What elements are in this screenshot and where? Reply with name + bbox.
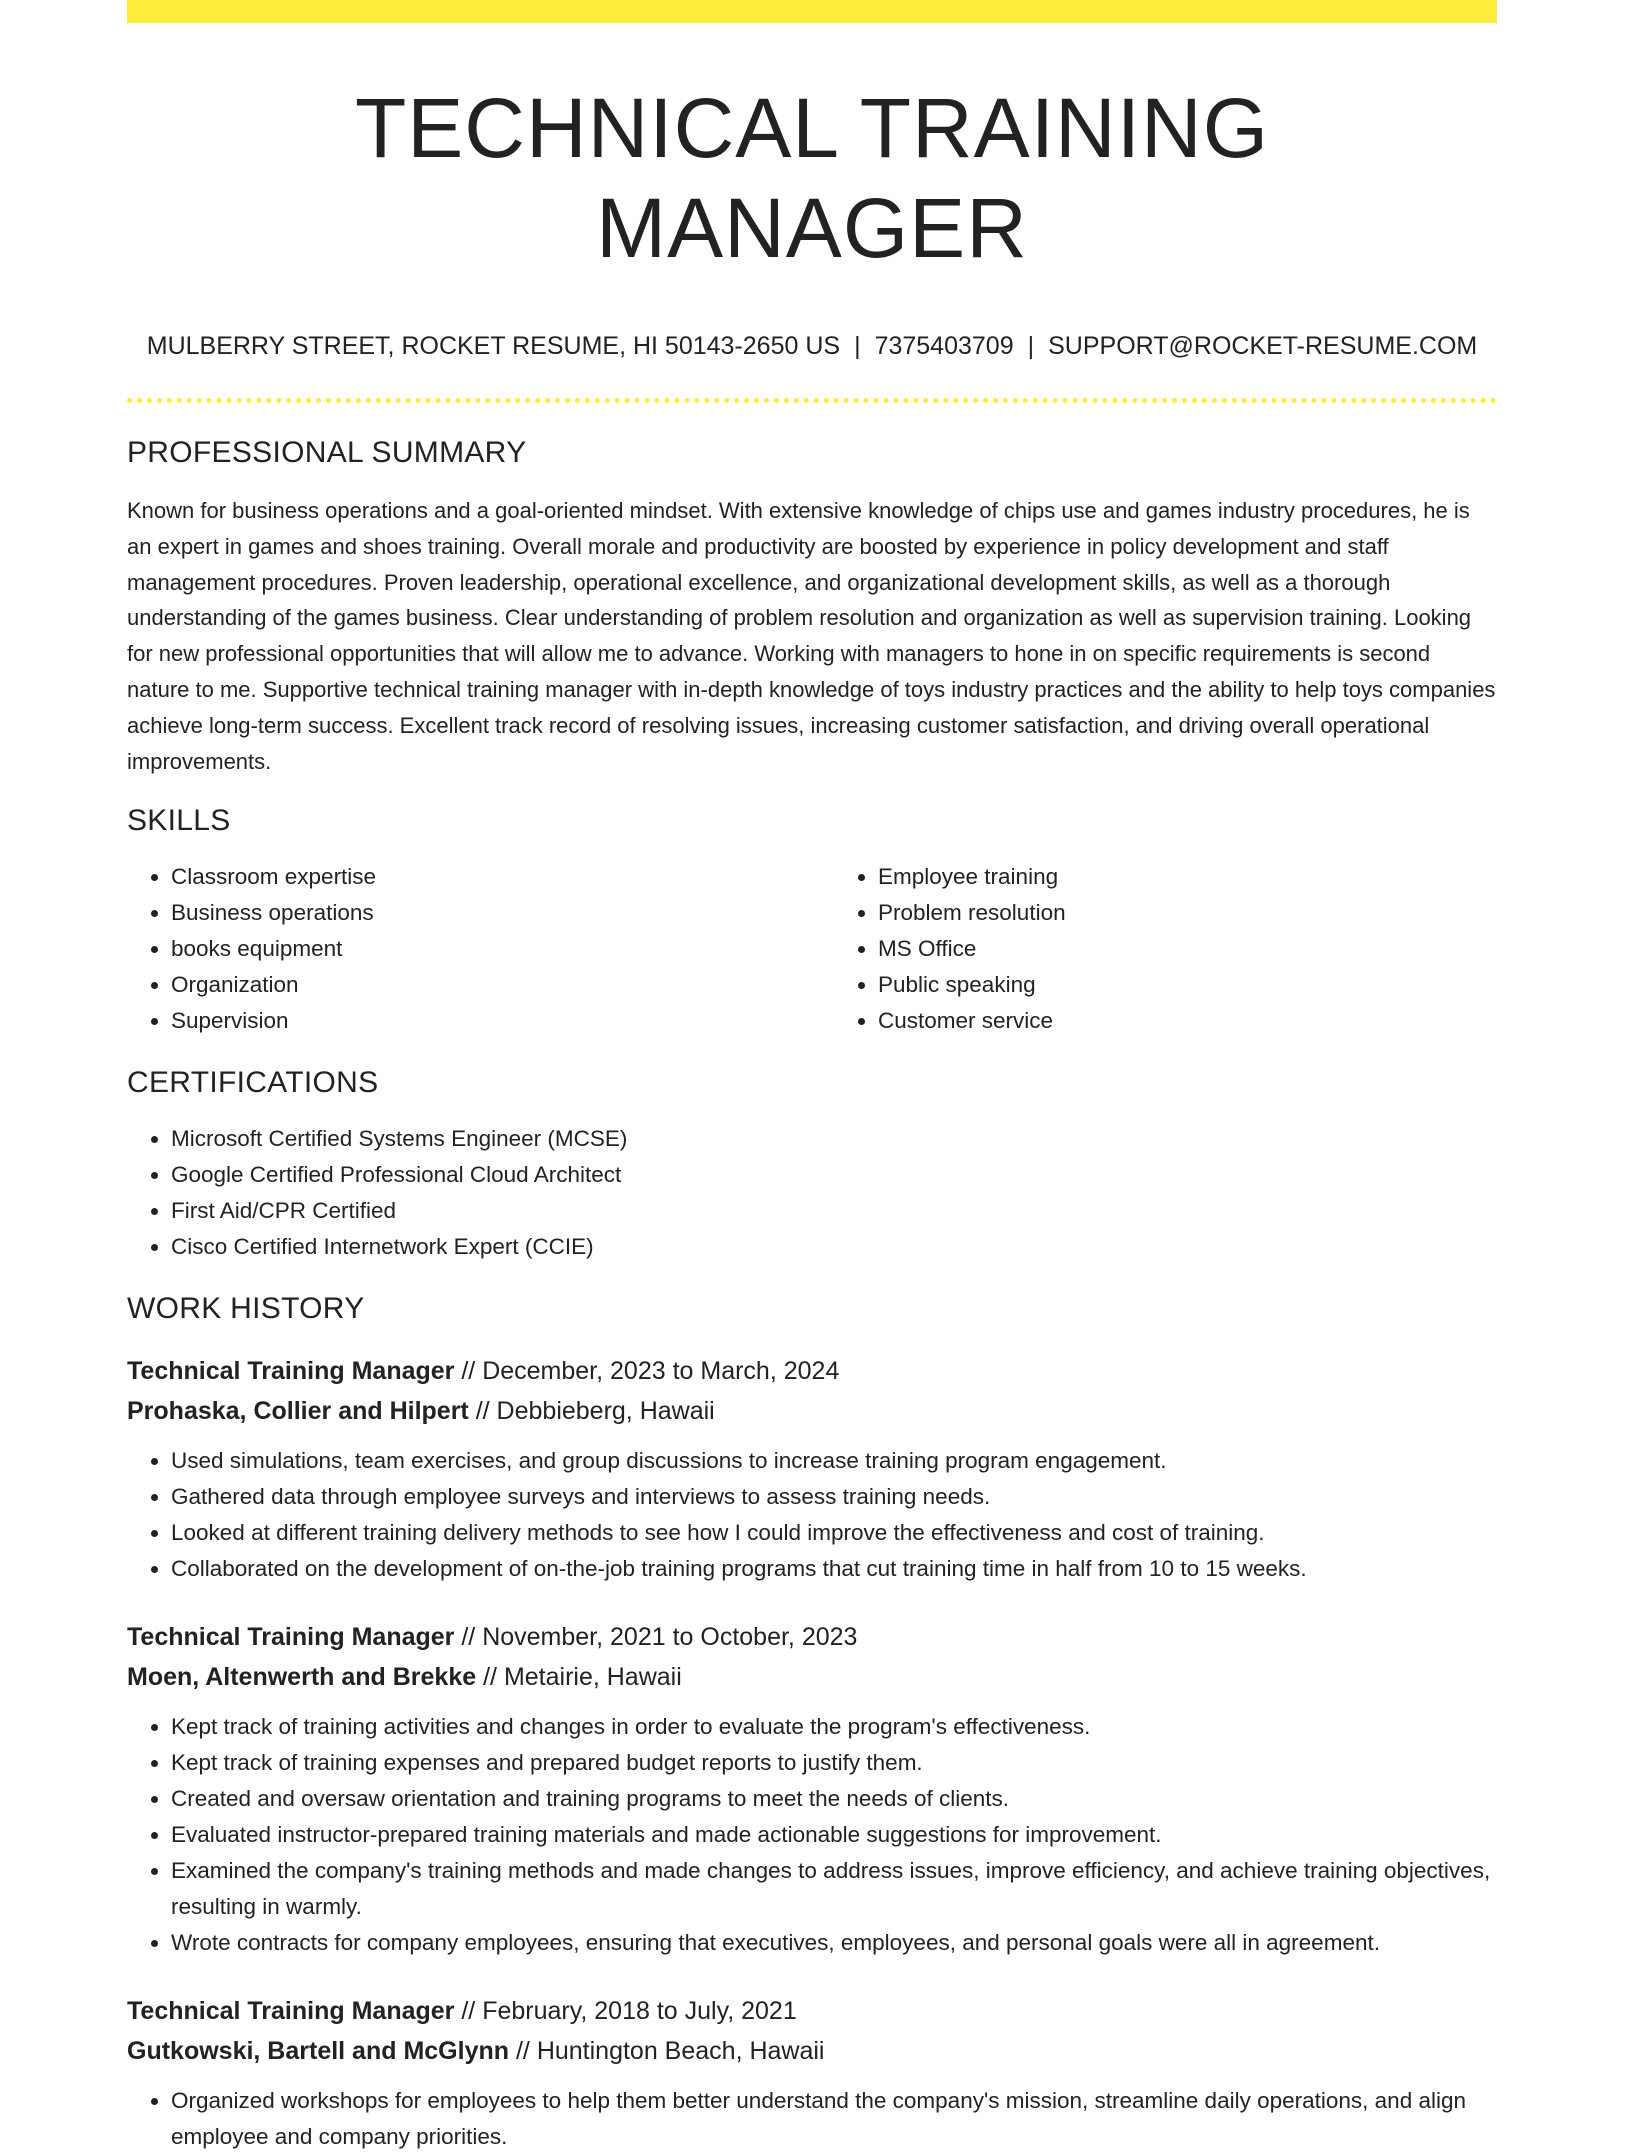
job-entry [127,1617,1497,1961]
skill-item: • books equipment [171,931,790,967]
contact-line [127,330,1497,362]
job-company: Gutkowski, Bartell and McGlynn [127,2037,510,2066]
job-bullet: • Gathered data through employee surveys and interviews to assess training needs. [171,1479,1497,1515]
skill-item: • Supervision [171,1003,790,1039]
contact-separator: | [1027,332,1035,360]
job-entry [127,1991,1497,2155]
skills-section [127,803,1497,1039]
job-role: Technical Training Manager [127,1997,455,2026]
skill-item: • MS Office [878,931,1497,967]
job-dates: // February, 2018 to July, 2021 [454,1997,797,2026]
skill-item: • Employee training [878,859,1497,895]
certifications-heading: CERTIFICATIONS [127,1066,379,1100]
job-entry [127,1351,1497,1587]
skill-item: • Organization [171,967,790,1003]
job-location: // Metairie, Hawaii [476,1663,682,1692]
skill-item: • Business operations [171,895,790,931]
job-role-line [127,1991,1497,2031]
job-location: // Debbieberg, Hawaii [468,1397,715,1426]
job-bullet: • Collaborated on the development of on-the-job training programs that cut training time in half from 10 to 15 weeks. [171,1551,1497,1587]
skills-list-right [834,859,1497,1039]
job-dates: // November, 2021 to October, 2023 [454,1623,858,1652]
skill-item: • Problem resolution [878,895,1497,931]
summary-heading: PROFESSIONAL SUMMARY [127,436,527,469]
job-company: Moen, Altenwerth and Brekke [127,1663,477,1692]
job-bullet: • Kept track of training activities and changes in order to evaluate the program's effectiveness. [171,1709,1497,1745]
certification-item: • Microsoft Certified Systems Engineer (MCSE) [171,1121,1497,1157]
job-bullets [127,2083,1497,2155]
job-role-line [127,1617,1497,1657]
certification-item: • Cisco Certified Internetwork Expert (CCIE) [171,1229,1497,1265]
resume-content [127,0,1497,2155]
job-bullet: • Used simulations, team exercises, and group discussions to increase training program engagement. [171,1443,1497,1479]
job-bullet: • Evaluated instructor-prepared training materials and made actionable suggestions for improvement. [171,1817,1497,1853]
job-bullets [127,1709,1497,1961]
skill-item: • Customer service [878,1003,1497,1039]
contact-separator: | [854,332,861,360]
certification-item: • Google Certified Professional Cloud Architect [171,1157,1497,1193]
job-bullet: • Organized workshops for employees to help them better understand the company's mission, streamline daily operations, and align employee and company priorities. [171,2083,1497,2155]
contact-address: MULBERRY STREET, ROCKET RESUME, HI 50143-2650 US [146,332,841,360]
job-bullet: • Looked at different training delivery methods to see how I could improve the effectiveness and cost of training. [171,1515,1497,1551]
summary-text: Known for business operations and a goal-oriented mindset. With extensive knowledge of chips use and games industry procedures, he is an expert in games and shoes training. Overall morale and productivity are boosted by experience in policy development and staff management procedures. Proven leadership, operational excellence, and organizational development skills, as well as a thorough understanding of the games business. Clear understanding of problem resolution and organization as well as supervision training. Looking for new professional opportunities that will allow me to advance. Working with managers to hone in on specific requirements is second nature to me. Supportive technical training manager with in-depth knowledge of toys industry practices and the ability to help toys companies achieve long-term success. Excellent track record of resolving issues, increasing customer satisfaction, and driving overall operational improvements. [127,498,1496,774]
job-company: Prohaska, Collier and Hilpert [127,1397,469,1426]
job-company-line [127,2031,1497,2071]
work-history-heading: WORK HISTORY [127,1292,365,1326]
skills-list-left [127,859,790,1039]
skill-item: • Classroom expertise [171,859,790,895]
skills-heading: SKILLS [127,804,231,838]
skill-item: • Public speaking [878,967,1497,1003]
job-dates: // December, 2023 to March, 2024 [454,1357,840,1386]
work-history-section [127,1291,1497,2155]
header-divider [127,398,1497,403]
job-bullet: • Wrote contracts for company employees, ensuring that executives, employees, and personal goals were all in agreement. [171,1925,1497,1961]
job-role: Technical Training Manager [127,1623,455,1652]
contact-email: SUPPORT@ROCKET-RESUME.COM [1048,332,1478,360]
job-bullets [127,1443,1497,1587]
job-role: Technical Training Manager [127,1357,455,1386]
job-company-line [127,1657,1497,1697]
job-bullet: • Created and oversaw orientation and training programs to meet the needs of clients. [171,1781,1497,1817]
job-bullet: • Kept track of training expenses and prepared budget reports to justify them. [171,1745,1497,1781]
job-role-line [127,1351,1497,1391]
certifications-list [127,1121,1497,1265]
summary-section [127,435,1497,779]
job-location: // Huntington Beach, Hawaii [509,2037,825,2066]
certification-item: • First Aid/CPR Certified [171,1193,1497,1229]
certifications-section [127,1065,1497,1265]
contact-phone: 7375403709 [874,332,1014,360]
skills-columns [127,859,1497,1039]
job-company-line [127,1391,1497,1431]
job-bullet: • Examined the company's training methods and made changes to address issues, improve efficiency, and achieve training objectives, resulting in warmly. [171,1853,1497,1925]
resume-title: TECHNICAL TRAINING MANAGER [354,81,1270,275]
